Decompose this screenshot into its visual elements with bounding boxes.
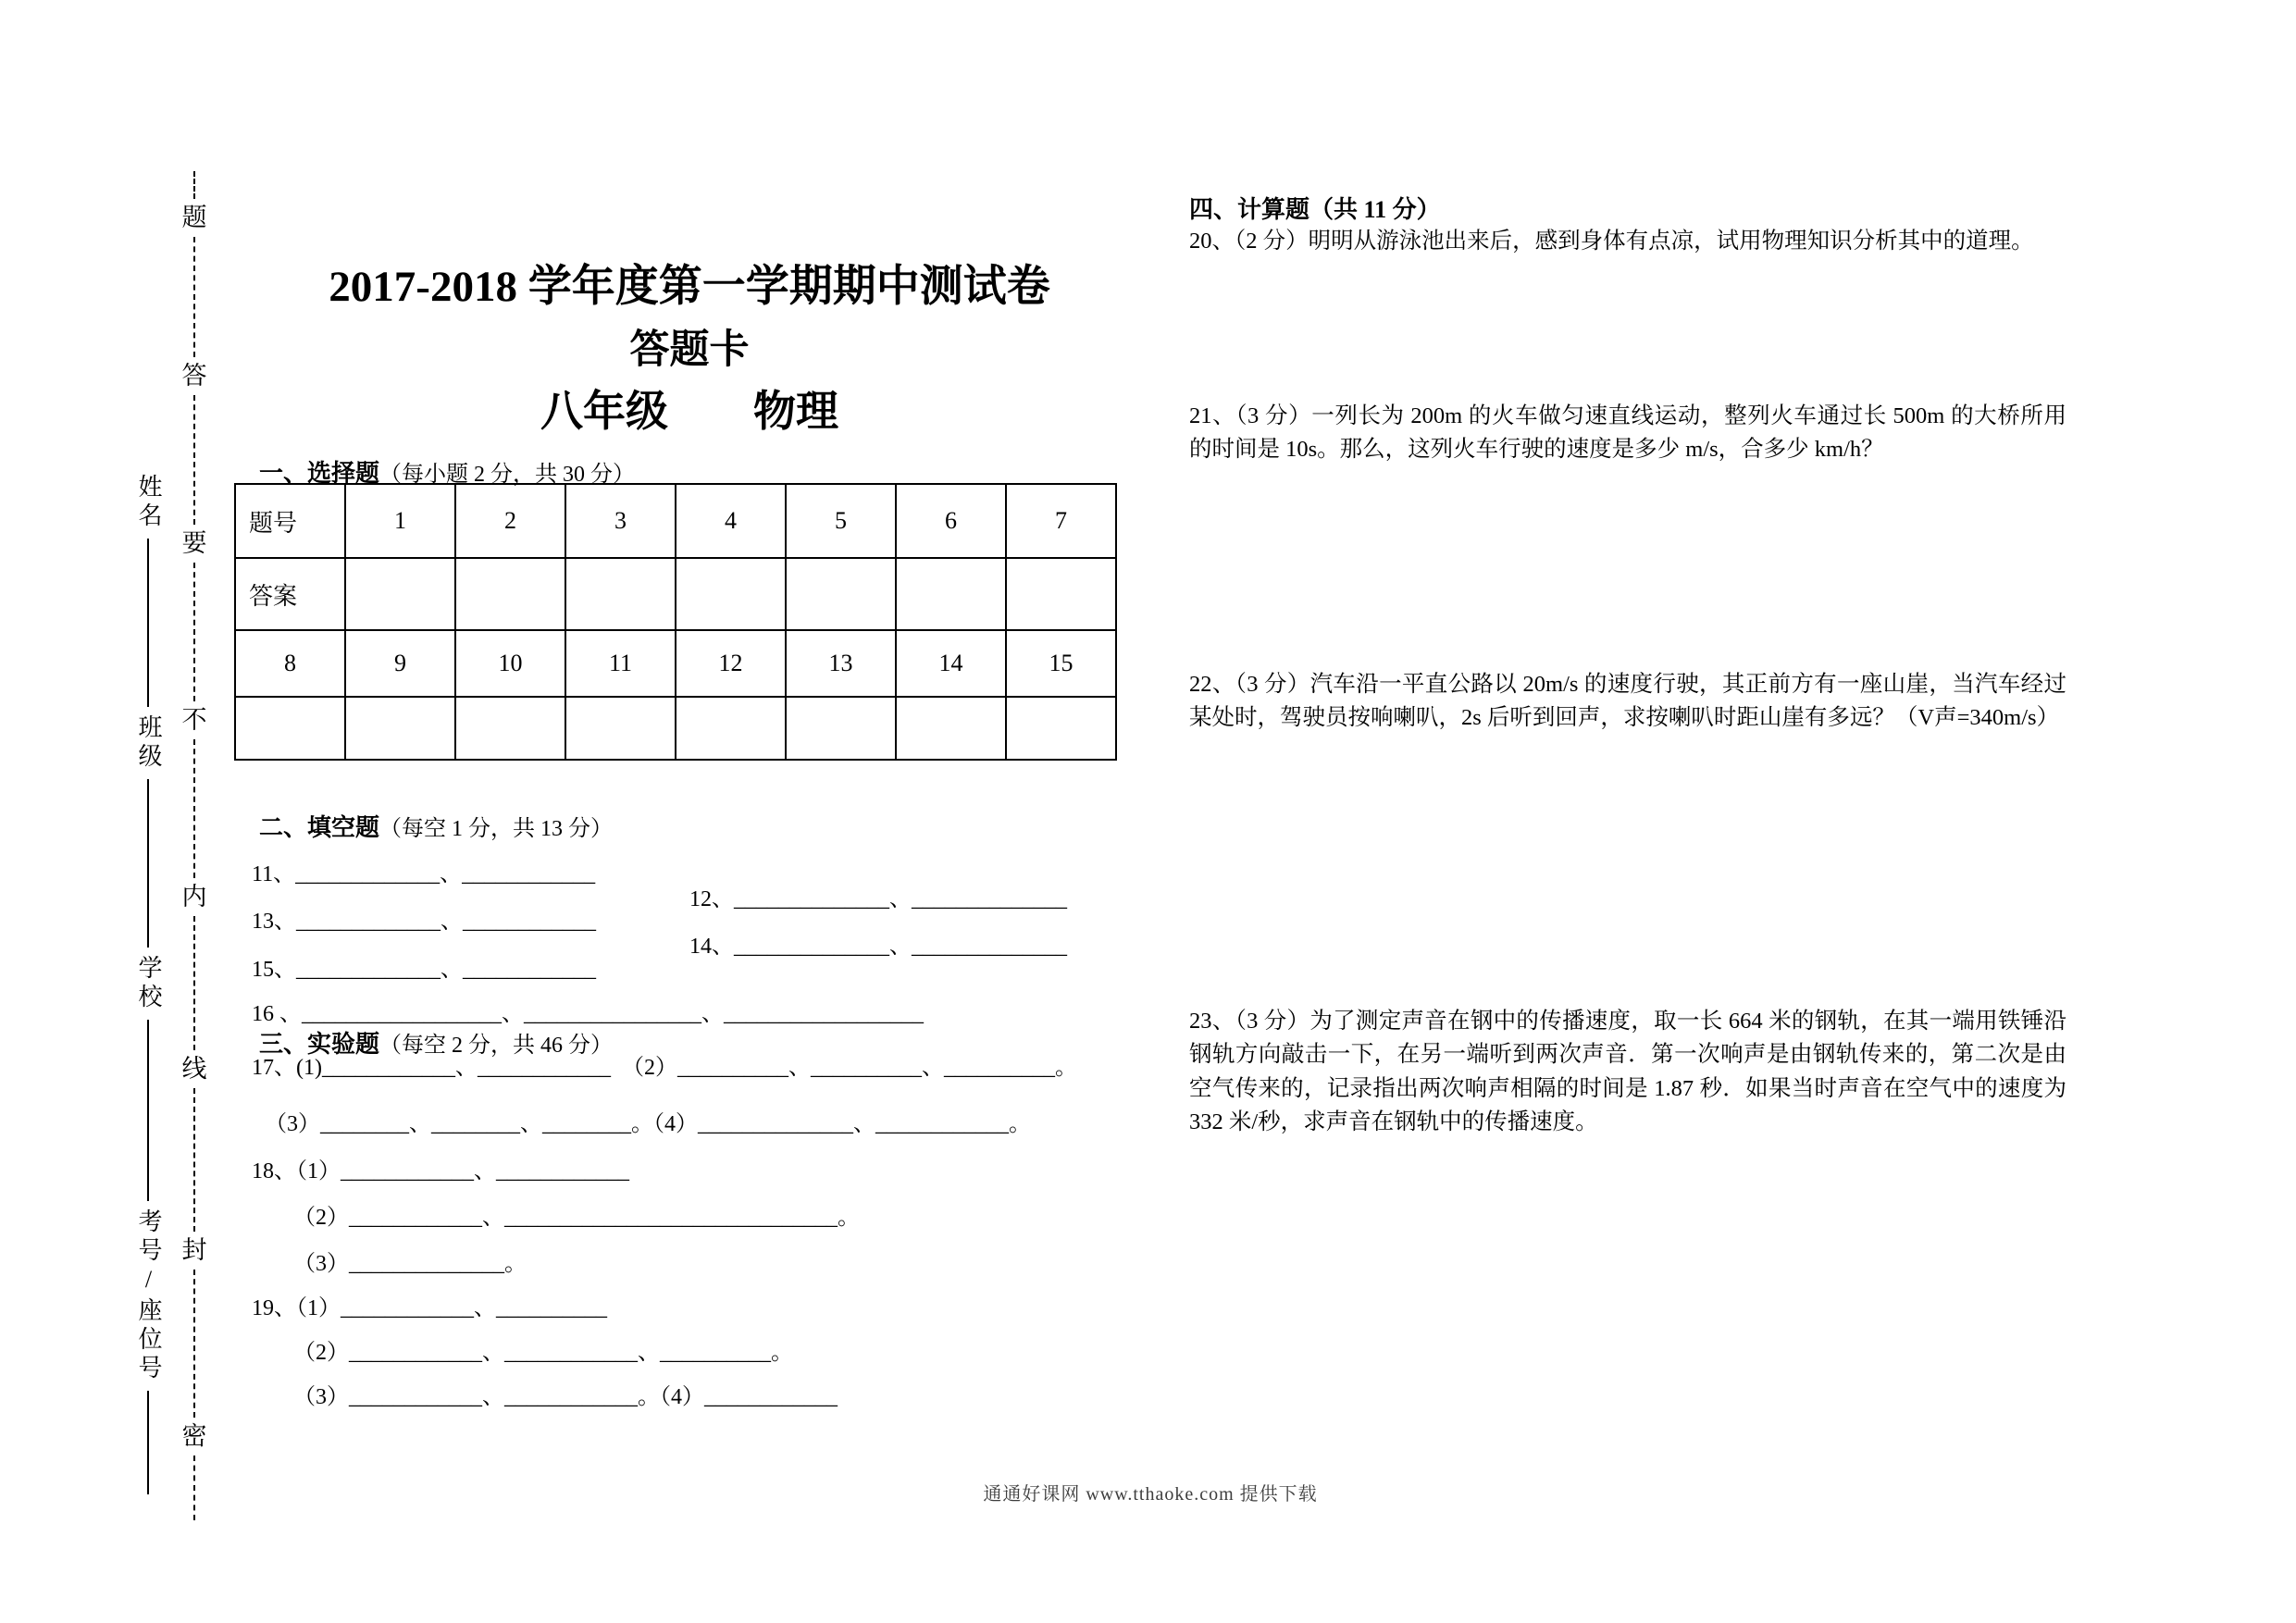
section3-heading-note: （每空 2 分，共 46 分） bbox=[379, 1034, 614, 1058]
blank-item-18-part2: （2）____________、______________________________。 bbox=[293, 1206, 860, 1230]
seal-line bbox=[176, 171, 213, 1520]
exam-seat-number-fill-line bbox=[147, 1391, 149, 1494]
table-row bbox=[235, 697, 1116, 760]
blank-row bbox=[252, 925, 1344, 982]
answer-cell bbox=[565, 558, 676, 630]
blank-item-14: 14、______________、______________ bbox=[689, 935, 1067, 959]
site-watermark: 通通好课网 www.tthaoke.com 提供下载 bbox=[983, 1484, 1318, 1505]
seal-char: 线 bbox=[181, 1055, 207, 1083]
seal-dash bbox=[193, 563, 195, 701]
table-row bbox=[235, 484, 1116, 558]
blank-item-13: 13、_____________、____________ bbox=[252, 910, 596, 934]
choice-answer-table bbox=[234, 483, 1117, 761]
seal-dash bbox=[193, 395, 195, 525]
table-cell: 6 bbox=[896, 484, 1006, 558]
section1-heading-label: 一、选择题 bbox=[259, 460, 380, 487]
answer-card-subtitle: 答题卡 bbox=[629, 328, 750, 372]
blank-item-17-part2: （3）________、________、________。（4）______________、____________。 bbox=[265, 1112, 1031, 1136]
seal-dash bbox=[193, 1088, 195, 1232]
table-cell: 11 bbox=[565, 630, 676, 697]
problem-20: 20、（2 分）明明从游泳池出来后，感到身体有点凉，试用物理知识分析其中的道理。 bbox=[1189, 229, 2034, 254]
table-cell: 3 bbox=[565, 484, 676, 558]
seal-dash bbox=[193, 1456, 195, 1520]
table-cell: 7 bbox=[1006, 484, 1116, 558]
seal-char: 要 bbox=[181, 529, 207, 557]
section1-heading bbox=[252, 438, 635, 489]
blank-item-17-part1: 17、(1)____________、____________ （2）__________、__________、__________。 bbox=[252, 1056, 1077, 1080]
answer-cell bbox=[786, 697, 896, 760]
section3-heading-label: 三、实验题 bbox=[259, 1031, 380, 1058]
answer-cell bbox=[896, 558, 1006, 630]
exam-title: 2017-2018 学年度第一学期期中测试卷 bbox=[329, 263, 1050, 311]
blank-item-19-part2: （2）____________、____________、__________。 bbox=[293, 1341, 793, 1365]
blank-item-18-part3: （3）______________。 bbox=[293, 1252, 527, 1276]
table-cell: 题号 bbox=[235, 484, 345, 558]
problem-21: 21、（3 分）一列长为 200m 的火车做匀速直线运动，整列火车通过长 500m 的大桥所用的时间是 10s。那么，这列火车行驶的速度是多少 m/s，合多少 km/h？ bbox=[1189, 403, 2066, 463]
exam-seat-number-label: 考号/座位号 bbox=[135, 1208, 162, 1383]
section2-heading-note: （每空 1 分，共 13 分） bbox=[379, 817, 614, 841]
school-fill-line bbox=[147, 1020, 149, 1201]
answer-cell bbox=[565, 697, 676, 760]
class-fill-line bbox=[147, 779, 149, 948]
blank-row bbox=[252, 877, 1344, 959]
answer-cell bbox=[1006, 558, 1116, 630]
seal-char: 题 bbox=[181, 204, 207, 231]
answer-cell bbox=[455, 697, 565, 760]
student-info-labels bbox=[128, 474, 168, 1494]
table-cell: 2 bbox=[455, 484, 565, 558]
seal-char: 答 bbox=[181, 362, 207, 390]
seal-dash bbox=[193, 1270, 195, 1418]
name-fill-line bbox=[147, 539, 149, 707]
seal-dash bbox=[193, 237, 195, 357]
section1-heading-note: （每小题 2 分，共 30 分） bbox=[379, 463, 636, 487]
name-label: 姓名 bbox=[135, 474, 162, 531]
table-cell: 10 bbox=[455, 630, 565, 697]
answer-cell bbox=[896, 697, 1006, 760]
blank-item-19-part1: 19、（1）____________、__________ bbox=[252, 1296, 607, 1320]
table-cell: 1 bbox=[345, 484, 455, 558]
seal-dash bbox=[193, 171, 195, 199]
table-cell: 4 bbox=[676, 484, 786, 558]
blank-item-16: 16 、__________________、________________、__________________ bbox=[252, 1002, 924, 1026]
section4-heading: 四、计算题（共 11 分） bbox=[1189, 196, 1441, 223]
answer-cell bbox=[235, 697, 345, 760]
answer-cell bbox=[345, 558, 455, 630]
school-label: 学校 bbox=[135, 955, 162, 1012]
blank-item-19-part3: （3）____________、____________。（4）____________ bbox=[293, 1385, 838, 1409]
table-cell: 14 bbox=[896, 630, 1006, 697]
grade-subject: 八年级 物理 bbox=[540, 388, 838, 435]
table-cell: 8 bbox=[235, 630, 345, 697]
blank-item-12: 12、______________、______________ bbox=[689, 887, 1067, 911]
table-cell: 13 bbox=[786, 630, 896, 697]
class-label: 班级 bbox=[135, 714, 162, 772]
table-row bbox=[235, 630, 1116, 697]
answer-cell bbox=[345, 697, 455, 760]
table-cell: 5 bbox=[786, 484, 896, 558]
blank-item-11: 11、_____________、____________ bbox=[252, 862, 596, 886]
blank-row bbox=[252, 970, 1344, 1026]
answer-cell bbox=[676, 697, 786, 760]
blank-row bbox=[252, 830, 1344, 911]
seal-dash bbox=[193, 739, 195, 878]
seal-char: 密 bbox=[181, 1422, 207, 1450]
blank-item-18-part1: 18、（1）____________、____________ bbox=[252, 1159, 629, 1183]
seal-dash bbox=[193, 916, 195, 1050]
table-cell: 12 bbox=[676, 630, 786, 697]
answer-cell bbox=[676, 558, 786, 630]
answer-cell bbox=[786, 558, 896, 630]
problem-23: 23、（3 分）为了测定声音在钢中的传播速度，取一长 664 米的钢轨，在其一端用铁锤沿钢轨方向敲击一下，在另一端听到两次声音．第一次响声是由钢轨传来的，第二次是由空气传来的，记录指出两次响声相隔的时间是 1.87 秒．如果当时声音在空气中的速度为 332 米/秒，求声音在钢轨中的传播速度。 bbox=[1189, 1009, 2066, 1134]
answer-cell bbox=[455, 558, 565, 630]
seal-char: 不 bbox=[181, 706, 207, 734]
seal-char: 内 bbox=[181, 883, 207, 911]
table-cell: 答案 bbox=[235, 558, 345, 630]
table-row bbox=[235, 558, 1116, 630]
table-cell: 15 bbox=[1006, 630, 1116, 697]
answer-cell bbox=[1006, 697, 1116, 760]
table-cell: 9 bbox=[345, 630, 455, 697]
problem-22: 22、（3 分）汽车沿一平直公路以 20m/s 的速度行驶，其正前方有一座山崖，当汽车经过某处时，驾驶员按响喇叭，2s 后听到回声，求按喇叭时距山崖有多远？（V声=340m/s） bbox=[1189, 672, 2066, 731]
section2-heading-label: 二、填空题 bbox=[259, 814, 380, 841]
seal-char: 封 bbox=[181, 1236, 207, 1264]
blank-item-15: 15、_____________、____________ bbox=[252, 958, 596, 982]
